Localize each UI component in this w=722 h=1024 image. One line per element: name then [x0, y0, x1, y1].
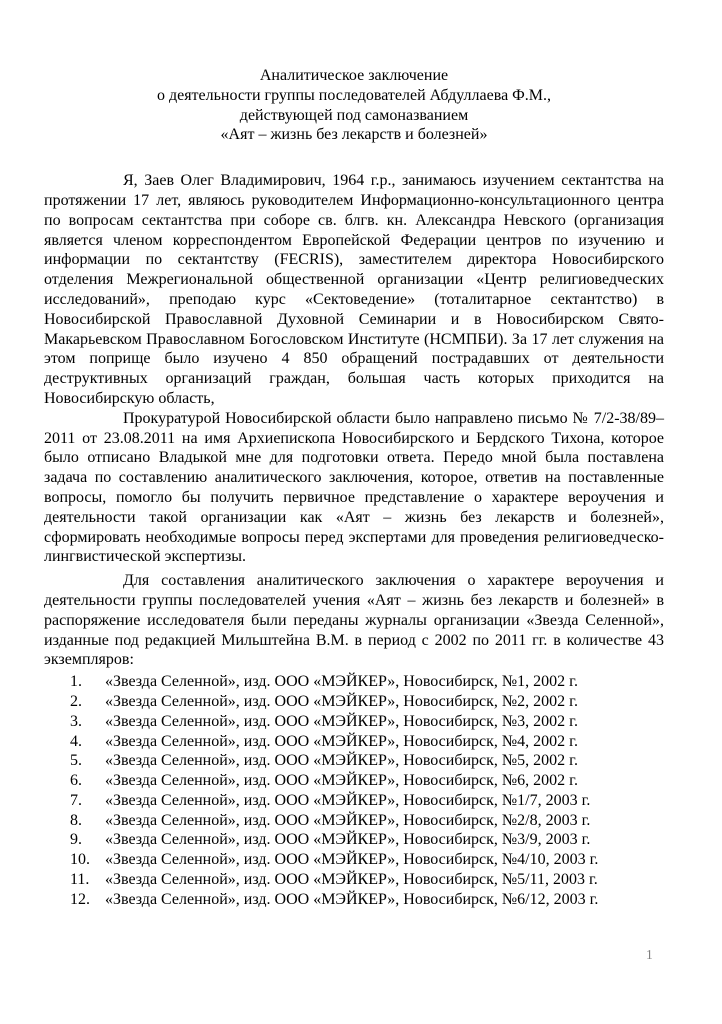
list-item	[44, 712, 664, 732]
list-item-number: 3.	[70, 712, 82, 730]
title-line-2: о деятельности группы последователей Абдуллаева Ф.М.,	[156, 86, 552, 104]
list-item-text: «Звезда Селенной», изд. ООО «МЭЙКЕР», Новосибирск, №5/11, 2003 г.	[105, 871, 598, 889]
list-item-text: «Звезда Селенной», изд. ООО «МЭЙКЕР», Новосибирск, №5, 2002 г.	[105, 752, 578, 770]
list-item-text: «Звезда Селенной», изд. ООО «МЭЙКЕР», Новосибирск, №2/8, 2003 г.	[105, 811, 591, 829]
list-item	[44, 672, 664, 692]
list-item	[44, 811, 664, 831]
paragraph-author-intro: Я, Заев Олег Владимирович, 1964 г.р., занимаюсь изучением сектантства на протяжении 17 лет, являюсь руководителем Информационно-консультационного центра по вопросам сектантства при соборе св. блгв. кн. Александра Невского (организация является членом корреспондентом Европейской Федерации центров по изучению и информации по сектантству (FECRIS), заместителем директора Новосибирского отделения Межрегиональной общественной организации «Центр религиоведческих исследований», преподаю курс «Сектоведение» (тоталитарное сектантство) в Новосибирской Православной Духовной Семинарии и в Новосибирском Свято-Макарьевском Православном Богословском Институте (НСМПБИ). За 17 лет служения на этом поприще было изучено 4 850 обращений пострадавших от деятельности деструктивных организаций граждан, большая часть которых приходится на Новосибирскую область,	[44, 172, 664, 407]
paragraph-prosecutor-letter: Прокуратурой Новосибирской области было направлено письмо № 7/2-38/89–2011 от 23.08.2011 на имя Архиепископа Новосибирского и Бердского Тихона, которое было отписано Владыкой мне для подготовки ответа. Передо мной была поставлена задача по составлению аналитического заключения, которое, ответив на поставленные вопросы, помогло бы получить первичное представление о характере вероучения и деятельности такой организации как «Аят – жизнь без лекарств и болезней», сформировать необходимые вопросы перед экспертами для проведения религиоведческо-лингвистической экспертизы.	[44, 409, 664, 566]
list-item-number: 6.	[70, 772, 82, 790]
list-item	[44, 732, 664, 752]
list-item	[44, 771, 664, 791]
list-item-text: «Звезда Селенной», изд. ООО «МЭЙКЕР», Новосибирск, №1/7, 2003 г.	[105, 791, 591, 809]
list-item-text: «Звезда Селенной», изд. ООО «МЭЙКЕР», Новосибирск, №1, 2002 г.	[105, 673, 578, 691]
document-title	[44, 66, 664, 145]
list-item-number: 1.	[70, 673, 82, 691]
title-line-3: действующей под самоназванием	[239, 106, 469, 124]
journal-list	[44, 672, 664, 910]
list-item	[44, 791, 664, 811]
list-item	[44, 850, 664, 870]
list-item-number: 10.	[70, 851, 90, 869]
list-item-text: «Звезда Селенной», изд. ООО «МЭЙКЕР», Новосибирск, №4, 2002 г.	[105, 732, 578, 750]
list-item-number: 2.	[70, 692, 82, 710]
list-item-number: 4.	[70, 732, 82, 750]
list-item-number: 8.	[70, 811, 82, 829]
list-item-number: 12.	[70, 890, 90, 908]
list-item	[44, 830, 664, 850]
list-item-number: 5.	[70, 752, 82, 770]
list-item-text: «Звезда Селенной», изд. ООО «МЭЙКЕР», Новосибирск, №4/10, 2003 г.	[105, 851, 599, 869]
list-item-text: «Звезда Селенной», изд. ООО «МЭЙКЕР», Новосибирск, №2, 2002 г.	[105, 692, 578, 710]
list-item-text: «Звезда Селенной», изд. ООО «МЭЙКЕР», Новосибирск, №3/9, 2003 г.	[105, 831, 591, 849]
list-item	[44, 751, 664, 771]
list-item-text: «Звезда Селенной», изд. ООО «МЭЙКЕР», Новосибирск, №3, 2002 г.	[105, 712, 578, 730]
title-line-1: Аналитическое заключение	[259, 67, 449, 84]
list-item-text: «Звезда Селенной», изд. ООО «МЭЙКЕР», Новосибирск, №6/12, 2003 г.	[105, 890, 599, 908]
list-item-text: «Звезда Селенной», изд. ООО «МЭЙКЕР», Новосибирск, №6, 2002 г.	[105, 772, 578, 790]
list-item-number: 7.	[70, 791, 82, 809]
list-item-number: 9.	[70, 831, 82, 849]
list-item	[44, 692, 664, 712]
list-item	[44, 870, 664, 890]
paragraph-materials: Для составления аналитического заключения о характере вероучения и деятельности группы последователей учения «Аят – жизнь без лекарств и болезней» в распоряжение исследователя были переданы журналы организации «Звезда Селенной», изданные под редакцией Мильштейна В.М. в период с 2002 по 2011 гг. в количестве 43 экземпляров:	[44, 572, 664, 669]
list-item	[44, 890, 664, 910]
page-number: 1	[646, 947, 653, 962]
list-item-number: 11.	[70, 871, 90, 889]
title-line-4: «Аят – жизнь без лекарств и болезней»	[220, 126, 488, 144]
